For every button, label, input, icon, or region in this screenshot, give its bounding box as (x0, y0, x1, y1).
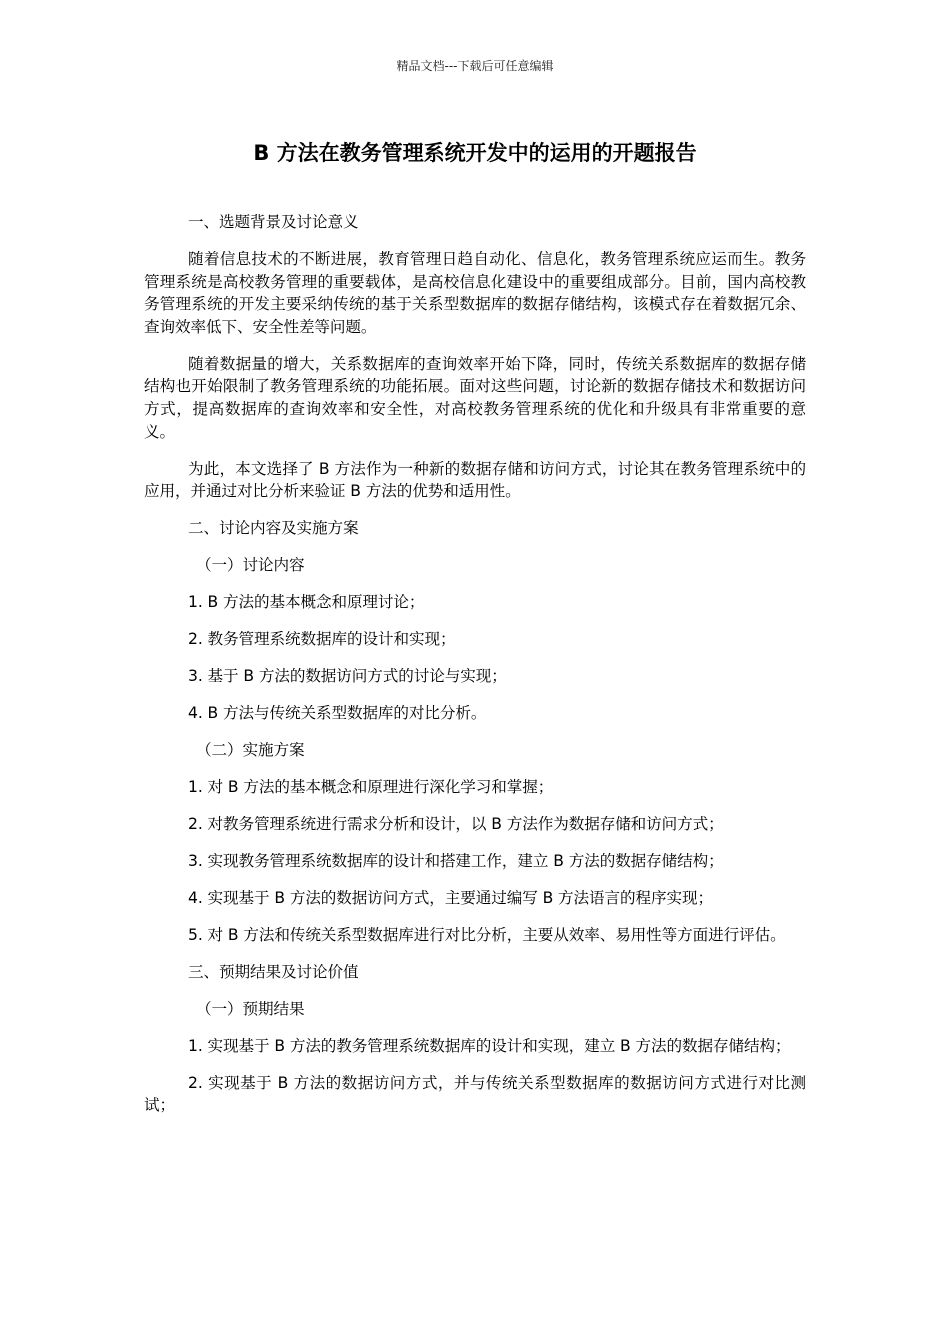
list-item: 1. 实现基于 B 方法的教务管理系统数据库的设计和实现，建立 B 方法的数据存储结构； (188, 1036, 791, 1055)
list-item: 4. B 方法与传统关系型数据库的对比分析。 (188, 704, 487, 723)
body-paragraph: 为此，本文选择了 B 方法作为一种新的数据存储和访问方式，讨论其在教务管理系统中的应用，并通过对比分析来验证 B 方法的优势和适用性。 (144, 459, 806, 501)
body-paragraph: 随着信息技术的不断进展，教育管理日趋自动化、信息化，教务管理系统应运而生。教务管理系统是高校教务管理的重要载体，是高校信息化建设中的重要组成部分。目前，国内高校教务管理系统的开发主要采纳传统的基于关系型数据库的数据存储结构，该模式存在着数据冗余、查询效率低下、安全性差等问题。 (144, 249, 806, 336)
body-paragraph: 随着数据量的增大，关系数据库的查询效率开始下降，同时，传统关系数据库的数据存储结构也开始限制了教务管理系统的功能拓展。面对这些问题，讨论新的数据存储技术和数据访问方式，提高数据库的查询效率和安全性，对高校教务管理系统的优化和升级具有非常重要的意义。 (144, 354, 806, 441)
section-heading-expected-results: 三、预期结果及讨论价值 (188, 962, 359, 981)
document-title: B 方法在教务管理系统开发中的运用的开题报告 (253, 141, 697, 165)
section-heading-content-plan: 二、讨论内容及实施方案 (188, 519, 359, 538)
header-note: 精品文档---下载后可任意编辑 (396, 59, 554, 73)
document-body (144, 211, 806, 1131)
list-item: 2. 实现基于 B 方法的数据访问方式，并与传统关系型数据库的数据访问方式进行对比测试； (144, 1073, 806, 1115)
list-item: 5. 对 B 方法和传统关系型数据库进行对比分析，主要从效率、易用性等方面进行评估。 (188, 925, 786, 944)
list-item: 2. 对教务管理系统进行需求分析和设计，以 B 方法作为数据存储和访问方式； (188, 814, 724, 833)
list-item: 1. 对 B 方法的基本概念和原理进行深化学习和掌握； (188, 777, 554, 796)
subsection-heading-results: （一）预期结果 (196, 999, 305, 1018)
list-item: 3. 基于 B 方法的数据访问方式的讨论与实现； (188, 667, 507, 686)
subsection-heading-content: （一）讨论内容 (196, 556, 305, 575)
subsection-heading-plan: （二）实施方案 (196, 741, 305, 759)
list-item: 4. 实现基于 B 方法的数据访问方式，主要通过编写 B 方法语言的程序实现； (188, 888, 713, 907)
list-item: 2. 教务管理系统数据库的设计和实现； (188, 630, 456, 649)
list-item: 1. B 方法的基本概念和原理讨论； (188, 593, 425, 612)
section-heading-background: 一、选题背景及讨论意义 (188, 213, 359, 231)
list-item: 3. 实现教务管理系统数据库的设计和搭建工作，建立 B 方法的数据存储结构； (188, 851, 724, 870)
